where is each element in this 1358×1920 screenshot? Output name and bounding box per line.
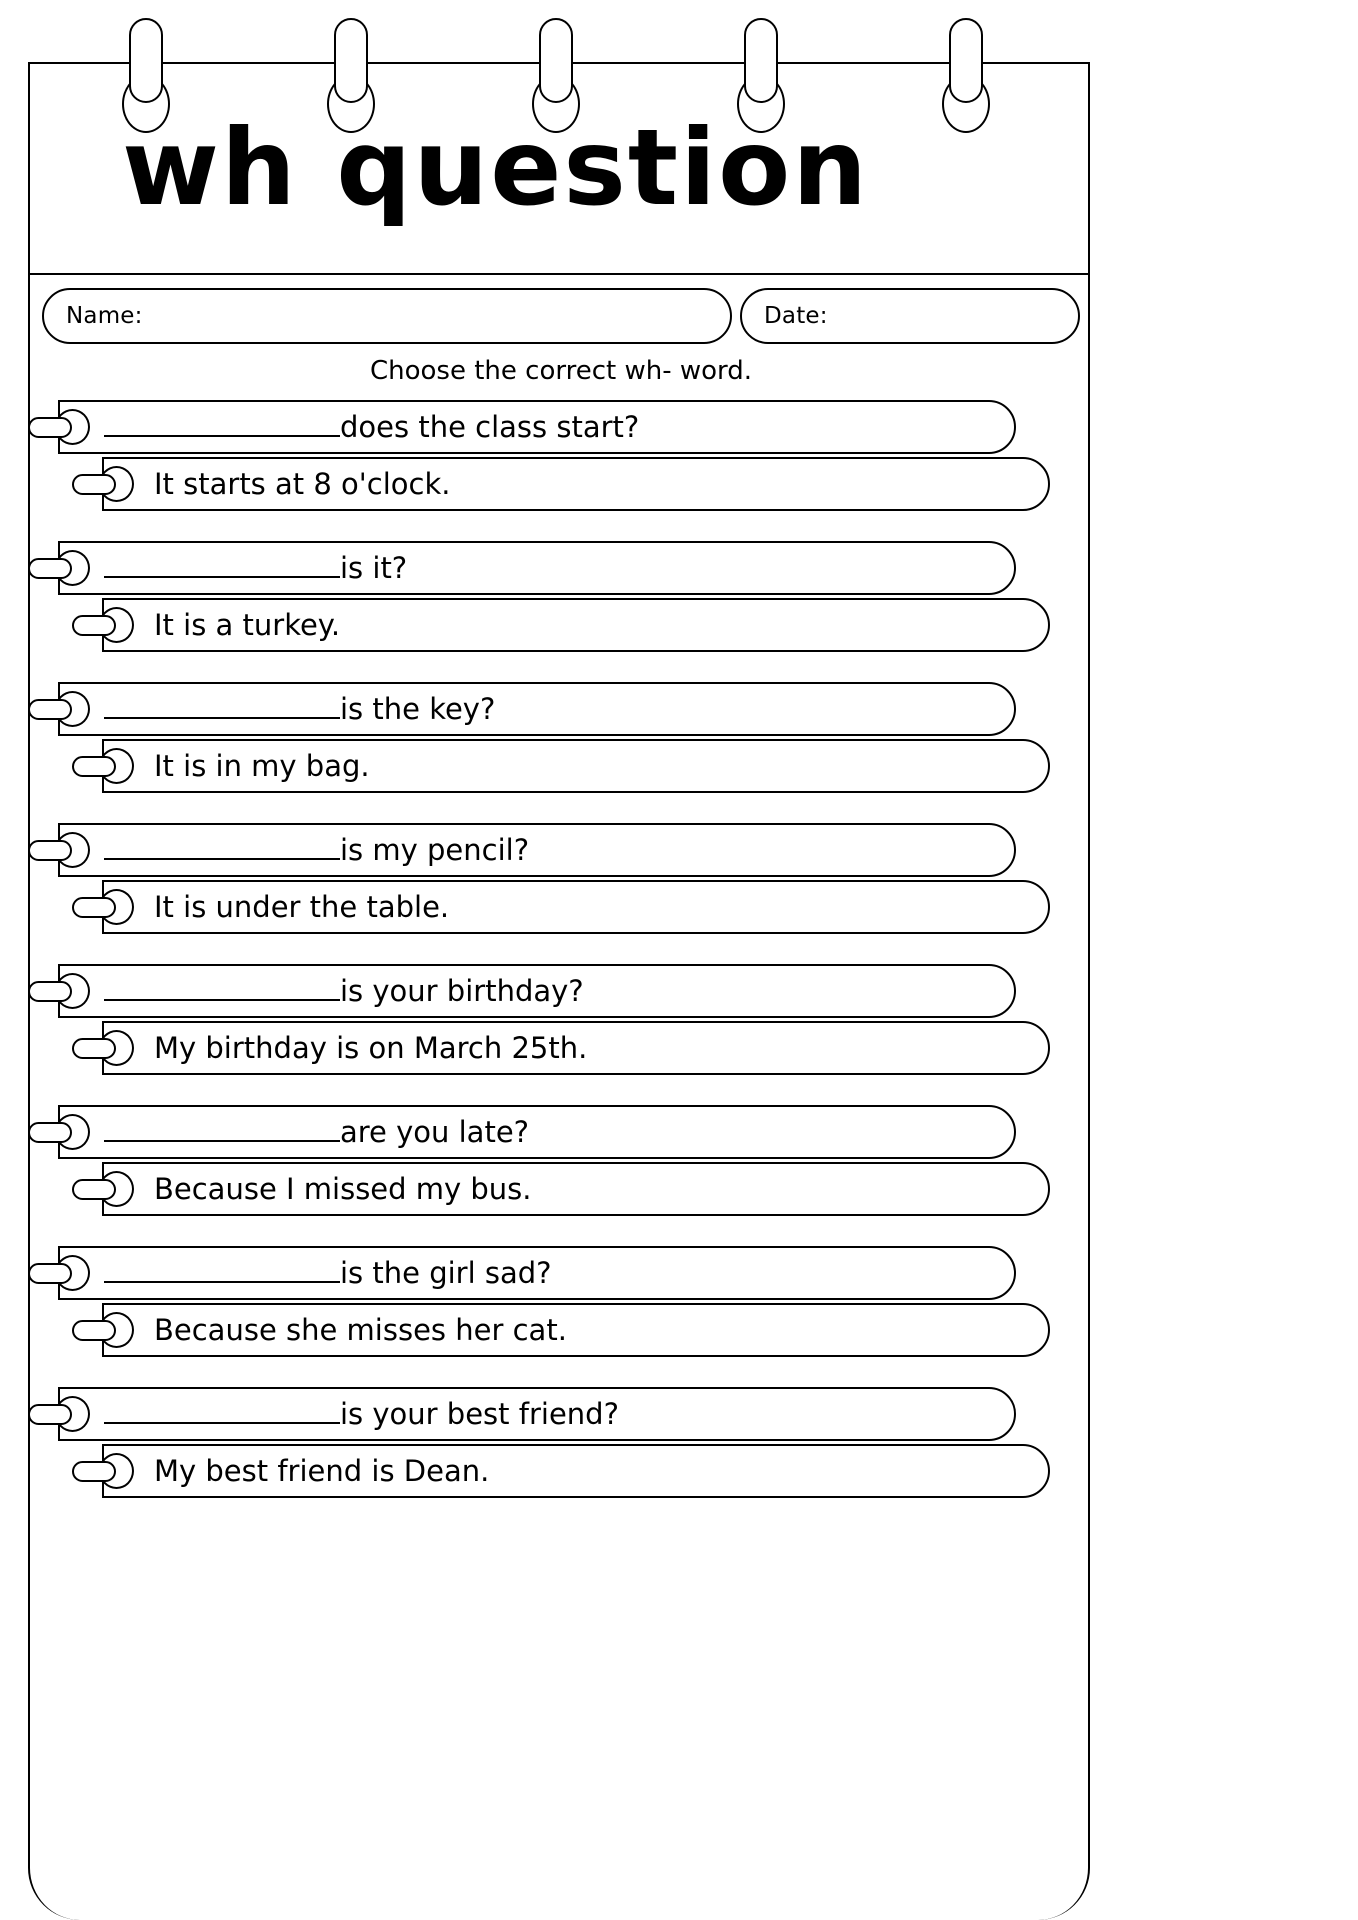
tag-marker-pill: [28, 417, 72, 438]
question-text-wrap: [104, 692, 495, 726]
title-plate: [30, 64, 1088, 275]
answer-row[interactable]: [102, 1162, 1050, 1216]
question-text-wrap: [104, 1397, 619, 1431]
question-text-wrap: [104, 410, 639, 444]
answer-row[interactable]: [102, 1444, 1050, 1498]
tag-marker-pill: [28, 1122, 72, 1143]
question-list: [30, 400, 1092, 1498]
student-meta-row: [42, 288, 1080, 344]
question-text-wrap: [104, 551, 407, 585]
tag-marker-pill: [28, 699, 72, 720]
date-field[interactable]: [740, 288, 1080, 344]
tag-marker-icon: [72, 1453, 134, 1489]
question-text: is your best friend?: [340, 1397, 619, 1431]
tag-marker-pill: [72, 1320, 116, 1341]
question-text: is my pencil?: [340, 833, 530, 867]
answer-blank[interactable]: [104, 413, 340, 437]
tag-marker-pill: [72, 474, 116, 495]
question-group: [30, 541, 1092, 652]
tag-marker-icon: [28, 1114, 90, 1150]
tag-marker-icon: [72, 1312, 134, 1348]
question-group: [30, 400, 1092, 511]
tag-marker-icon: [28, 1396, 90, 1432]
answer-row[interactable]: [102, 598, 1050, 652]
tag-marker-icon: [28, 1255, 90, 1291]
tag-marker-pill: [28, 981, 72, 1002]
question-text-wrap: [104, 1115, 529, 1149]
question-text: is the girl sad?: [340, 1256, 552, 1290]
tag-marker-pill: [28, 1263, 72, 1284]
tag-marker-pill: [72, 897, 116, 918]
question-row[interactable]: [58, 400, 1016, 454]
tag-marker-pill: [72, 615, 116, 636]
answer-text: It starts at 8 o'clock.: [154, 467, 451, 501]
name-label: Name:: [66, 303, 143, 329]
question-text-wrap: [104, 833, 529, 867]
question-text: is the key?: [340, 692, 496, 726]
question-group: [30, 823, 1092, 934]
date-label: Date:: [764, 303, 828, 329]
tag-marker-icon: [28, 691, 90, 727]
answer-text: My best friend is Dean.: [154, 1454, 490, 1488]
tag-marker-icon: [28, 550, 90, 586]
answer-blank[interactable]: [104, 1118, 340, 1142]
notepad-board: [28, 62, 1090, 1920]
answer-blank[interactable]: [104, 836, 340, 860]
question-text: is your birthday?: [340, 974, 584, 1008]
tag-marker-icon: [72, 748, 134, 784]
question-text-wrap: [104, 974, 584, 1008]
answer-row[interactable]: [102, 1021, 1050, 1075]
page-title: wh question: [122, 107, 870, 229]
tag-marker-icon: [72, 466, 134, 502]
question-group: [30, 1105, 1092, 1216]
question-text-wrap: [104, 1256, 552, 1290]
answer-text: It is a turkey.: [154, 608, 341, 642]
question-group: [30, 682, 1092, 793]
answer-blank[interactable]: [104, 1400, 340, 1424]
question-group: [30, 964, 1092, 1075]
answer-text: Because I missed my bus.: [154, 1172, 532, 1206]
answer-blank[interactable]: [104, 977, 340, 1001]
answer-text: It is under the table.: [154, 890, 450, 924]
answer-row[interactable]: [102, 739, 1050, 793]
question-row[interactable]: [58, 1387, 1016, 1441]
question-row[interactable]: [58, 964, 1016, 1018]
question-row[interactable]: [58, 682, 1016, 736]
question-text: does the class start?: [340, 410, 640, 444]
question-row[interactable]: [58, 541, 1016, 595]
tag-marker-pill: [72, 1038, 116, 1059]
tag-marker-icon: [28, 409, 90, 445]
question-row[interactable]: [58, 1105, 1016, 1159]
tag-marker-icon: [72, 1030, 134, 1066]
name-field[interactable]: [42, 288, 732, 344]
tag-marker-icon: [72, 1171, 134, 1207]
tag-marker-pill: [28, 1404, 72, 1425]
tag-marker-pill: [72, 1179, 116, 1200]
tag-marker-pill: [72, 1461, 116, 1482]
tag-marker-pill: [28, 558, 72, 579]
answer-row[interactable]: [102, 880, 1050, 934]
answer-row[interactable]: [102, 1303, 1050, 1357]
question-text: are you late?: [340, 1115, 530, 1149]
question-text: is it?: [340, 551, 408, 585]
answer-blank[interactable]: [104, 1259, 340, 1283]
answer-blank[interactable]: [104, 695, 340, 719]
question-row[interactable]: [58, 1246, 1016, 1300]
answer-text: Because she misses her cat.: [154, 1313, 567, 1347]
answer-row[interactable]: [102, 457, 1050, 511]
question-group: [30, 1387, 1092, 1498]
tag-marker-pill: [72, 756, 116, 777]
tag-marker-icon: [72, 607, 134, 643]
answer-text: It is in my bag.: [154, 749, 370, 783]
tag-marker-icon: [72, 889, 134, 925]
tag-marker-pill: [28, 840, 72, 861]
answer-text: My birthday is on March 25th.: [154, 1031, 588, 1065]
question-row[interactable]: [58, 823, 1016, 877]
tag-marker-icon: [28, 832, 90, 868]
tag-marker-icon: [28, 973, 90, 1009]
question-group: [30, 1246, 1092, 1357]
answer-blank[interactable]: [104, 554, 340, 578]
instruction-text: Choose the correct wh- word.: [369, 356, 753, 386]
